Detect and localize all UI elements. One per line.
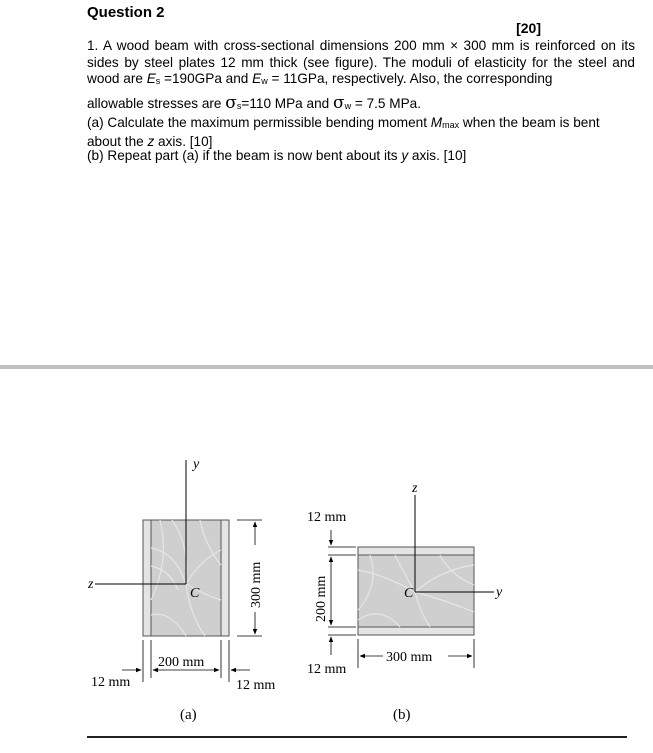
z-axis-label-a: z xyxy=(88,577,94,592)
question-marks: [20] xyxy=(516,20,541,36)
caption-b: (b) xyxy=(393,707,411,723)
figure-a xyxy=(87,457,275,723)
steel-plate-right xyxy=(221,520,229,636)
dim-plate-left-label-a: 12 mm xyxy=(91,675,131,690)
steel-plate-bottom xyxy=(358,627,474,635)
ew-subscript: w xyxy=(261,76,268,86)
dim-plate-right-label-a: 12 mm xyxy=(236,678,276,693)
dim-height-label-b: 200 mm xyxy=(314,575,329,622)
dim-plate-bottom-label-b: 12 mm xyxy=(307,662,347,677)
dim-plate-top-label-b: 12 mm xyxy=(307,510,347,525)
sigma-w-value: = 7.5 MPa. xyxy=(351,96,421,111)
sigma-s-value: =110 MPa and xyxy=(241,96,333,111)
centroid-label-a: C xyxy=(190,586,200,601)
part-b-axis: y xyxy=(401,148,409,163)
sigma-s-symbol: σ xyxy=(225,93,237,113)
part-a-text-1: (a) Calculate the maximum permissible bending moment xyxy=(87,115,431,130)
part-b-text-2: axis. [10] xyxy=(408,148,467,163)
y-axis-label-a: y xyxy=(193,457,200,472)
part-a-text-2: when the beam is bent about the xyxy=(87,115,600,149)
caption-a: (a) xyxy=(180,707,197,723)
y-axis-label-b: y xyxy=(496,585,503,600)
steel-plate-top xyxy=(358,547,474,555)
dim-height-label-a: 300 mm xyxy=(249,561,264,608)
sigma-w-subscript: w xyxy=(344,101,352,111)
sigma-w-symbol: σ xyxy=(332,93,345,113)
es-symbol: E xyxy=(146,71,156,86)
mmax-subscript: max xyxy=(442,120,460,130)
part-a-text-3: axis. [10] xyxy=(154,133,213,149)
part-b-text-1: (b) Repeat part (a) if the beam is now bent about its xyxy=(87,148,402,163)
ew-symbol: E xyxy=(252,71,262,86)
part-a-axis: z xyxy=(147,133,155,149)
dim-width-label-b: 300 mm xyxy=(386,650,433,665)
statement-text: 1. A wood beam with cross-sectional dimensions 200 mm × 300 mm is reinforced on its sides by steel plates 12 mm thick (see figure). The moduli of elasticity for the steel and wood are xyxy=(87,38,635,86)
figure-b xyxy=(307,481,503,723)
dim-width-label-a: 200 mm xyxy=(158,655,205,670)
steel-plate-left xyxy=(143,520,151,636)
mmax-symbol: M xyxy=(430,115,443,130)
ew-value: = 11GPa, respectively. Also, the corresponding xyxy=(267,71,553,86)
es-value: =190GPa and xyxy=(160,71,253,86)
centroid-label-b: C xyxy=(404,586,414,601)
allow-prefix: allowable stresses are xyxy=(87,96,226,111)
bottom-rule xyxy=(87,736,627,738)
es-subscript: s xyxy=(155,76,161,86)
z-axis-label-b: z xyxy=(412,481,418,496)
sigma-s-subscript: s xyxy=(236,101,242,111)
question-title: Question 2 xyxy=(87,4,165,21)
